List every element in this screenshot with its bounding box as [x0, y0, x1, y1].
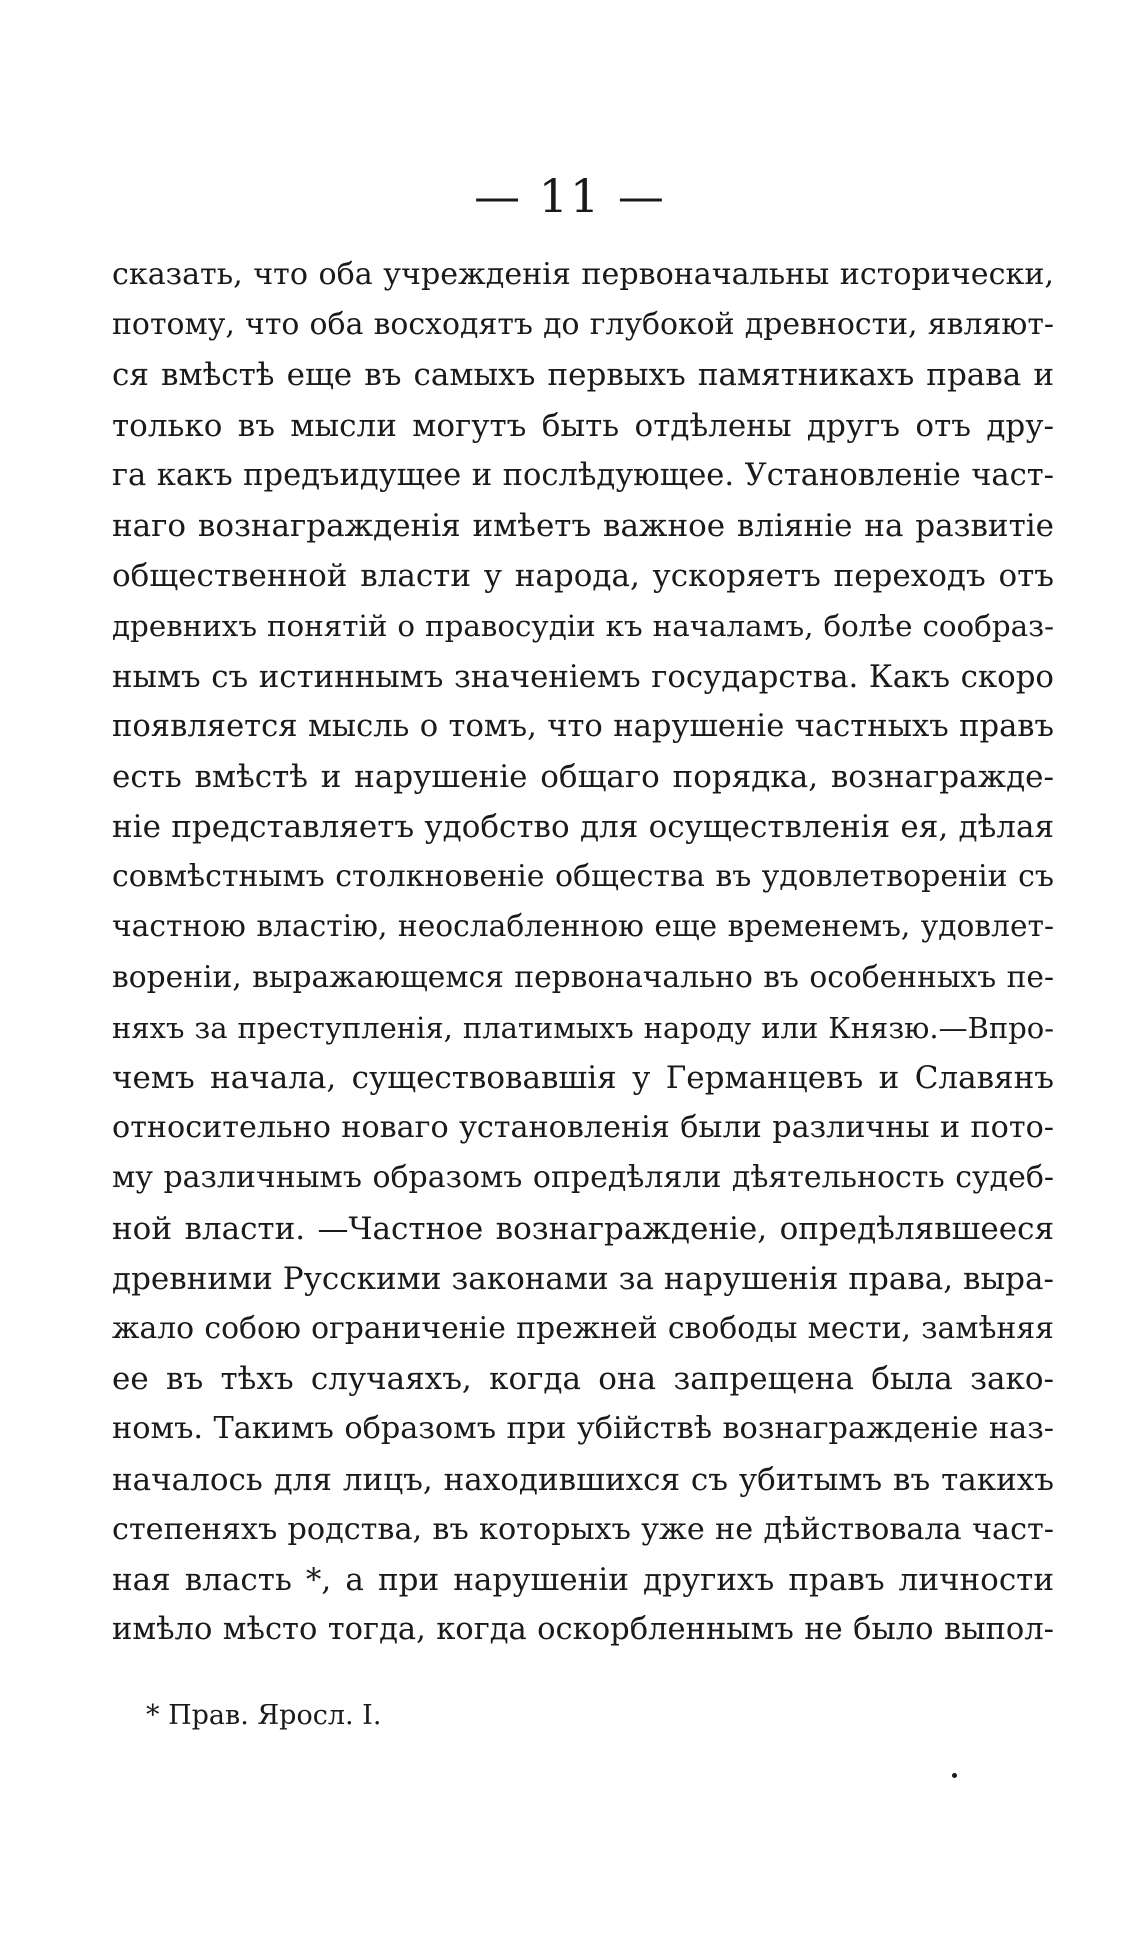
text-line: чемъ начала, существовавшія у Германцевъ и Славянъ	[112, 1060, 1054, 1096]
text-line: появляется мысль о томъ, что нарушеніе частныхъ правъ	[112, 708, 1054, 744]
text-line: древними Русскими законами за нарушенія права, выра-	[112, 1260, 1054, 1297]
text-line: только въ мысли могутъ быть отдѣлены другъ отъ дру-	[112, 407, 1054, 444]
footnote: * Прав. Яросл. I.	[146, 1700, 382, 1731]
body-text	[112, 250, 1054, 1655]
text-line: наго вознагражденія имѣетъ важное вліяніе на развитіе	[112, 507, 1054, 544]
ink-speck	[952, 1773, 957, 1778]
text-line: ніе представляетъ удобство для осуществленія ея, дѣлая	[112, 809, 1054, 846]
text-line: ся вмѣстѣ еще въ самыхъ первыхъ памятникахъ права и	[112, 357, 1054, 394]
text-line: частною властію, неослабленною еще временемъ, удовлет-	[112, 909, 1054, 945]
text-line: сказать, что оба учрежденія первоначальны исторически,	[112, 257, 1054, 292]
text-line: номъ. Такимъ образомъ при убійствѣ вознагражденіе наз-	[112, 1411, 1054, 1447]
text-line: степеняхъ родства, въ которыхъ уже не дѣйствовала част-	[112, 1511, 1054, 1547]
page-number: — 11 —	[474, 169, 666, 223]
text-line: потому, что оба восходятъ до глубокой древности, являют-	[112, 307, 1054, 343]
text-line: няхъ за преступленія, платимыхъ народу или Князю.—Впро-	[112, 1010, 1054, 1045]
text-line: жало собою ограниченіе прежней свободы мести, замѣняя	[112, 1310, 1054, 1346]
text-line: ной власти. —Частное вознагражденіе, опредѣлявшееся	[112, 1210, 1054, 1247]
text-line: му различнымъ образомъ опредѣляли дѣятельность судеб-	[112, 1160, 1054, 1196]
text-line: вореніи, выражающемся первоначально въ особенныхъ пе-	[112, 959, 1054, 995]
text-line: началось для лицъ, находившихся съ убитымъ въ такихъ	[112, 1461, 1054, 1498]
text-line: относительно новаго установленія были различны и пото-	[112, 1110, 1054, 1146]
text-line: га какъ предъидущее и послѣдующее. Установленіе част-	[112, 457, 1054, 493]
text-line: совмѣстнымъ столкновеніе общества въ удовлетвореніи съ	[112, 859, 1054, 895]
text-line: общественной власти у народа, ускоряетъ переходъ отъ	[112, 558, 1054, 595]
text-line: нымъ съ истиннымъ значеніемъ государства. Какъ скоро	[112, 658, 1054, 695]
text-line: древнихъ понятій о правосудіи къ началамъ, болѣе сообраз-	[112, 609, 1054, 644]
text-line: имѣло мѣсто тогда, когда оскорбленнымъ не было выпол-	[112, 1612, 1054, 1648]
text-line: ее въ тѣхъ случаяхъ, когда она запрещена была зако-	[112, 1361, 1054, 1398]
text-line: есть вмѣстѣ и нарушеніе общаго порядка, вознагражде-	[112, 758, 1054, 795]
text-line: ная власть *, а при нарушеніи другихъ правъ личности	[112, 1561, 1054, 1598]
